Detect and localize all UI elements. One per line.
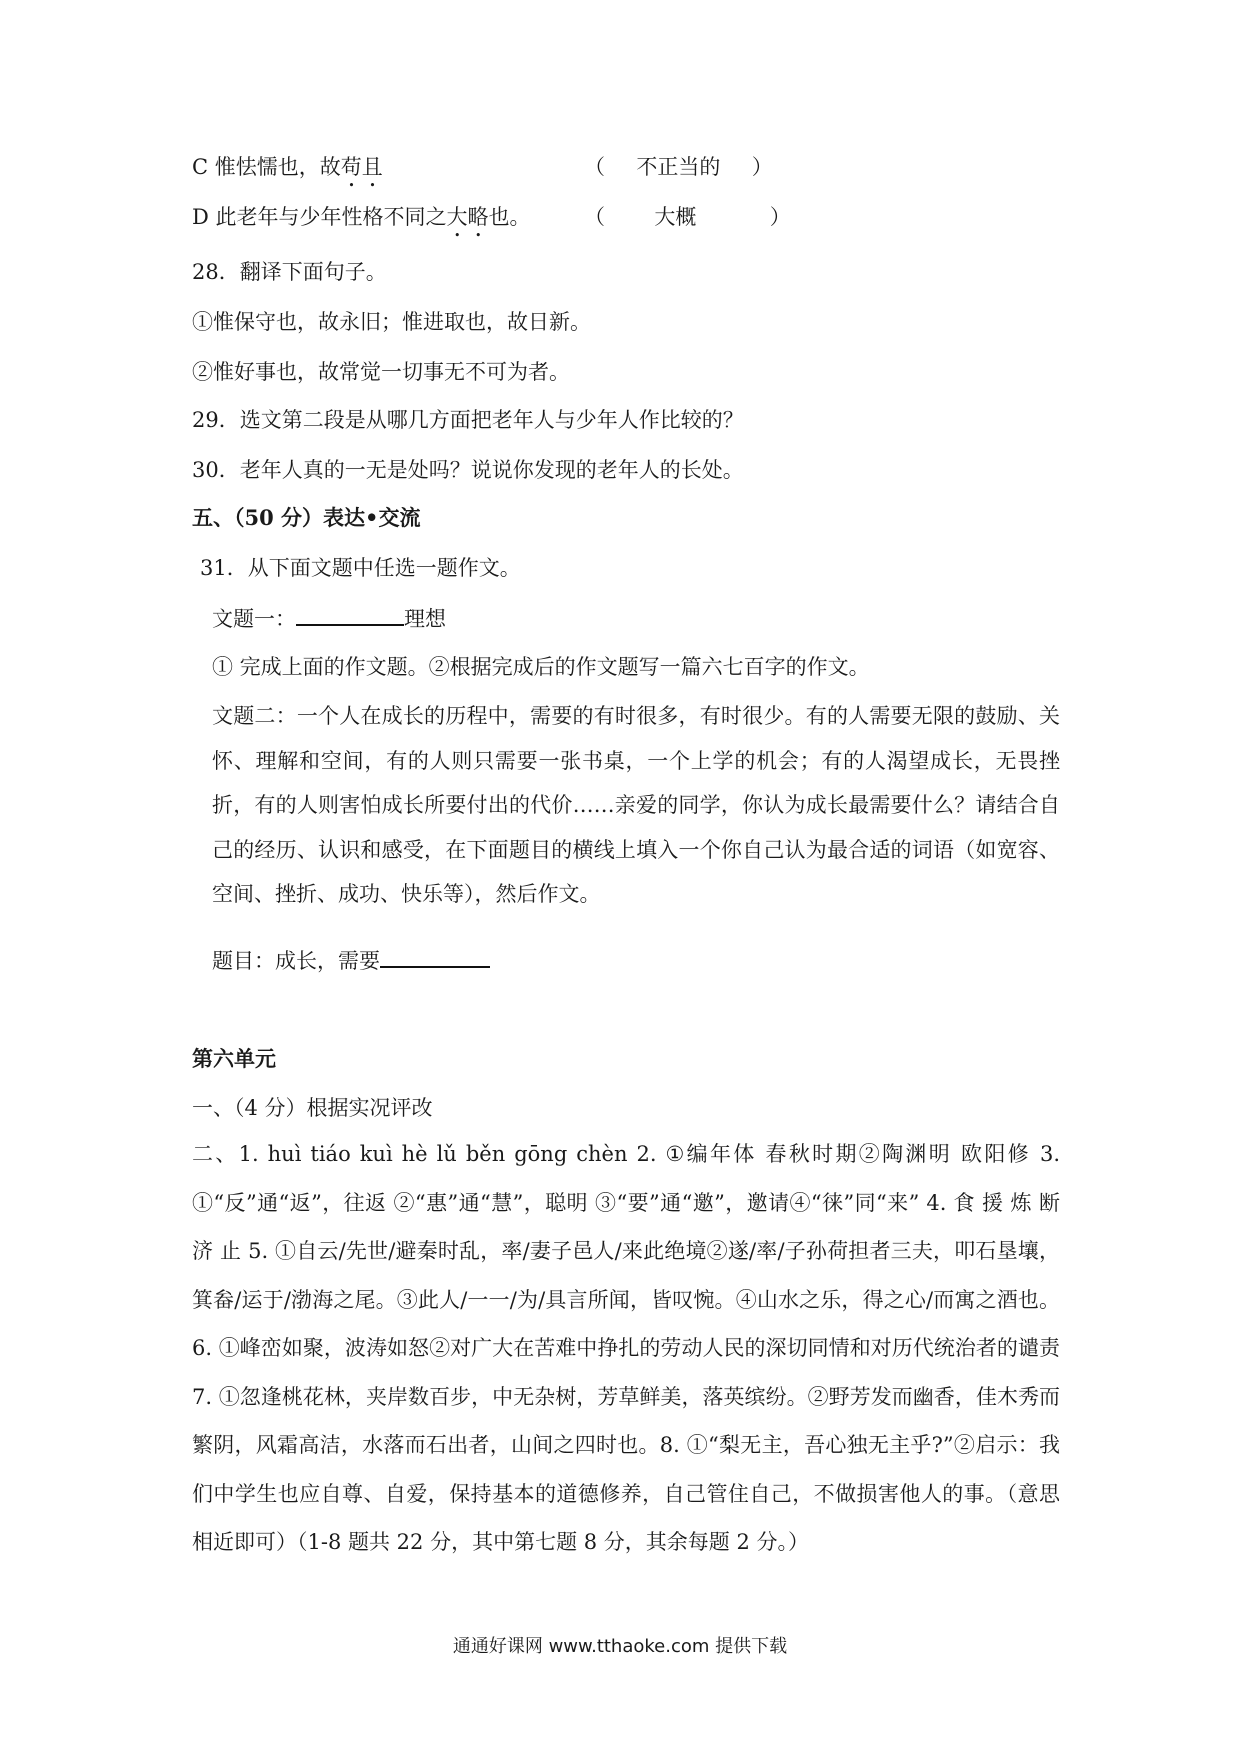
option-c-answer: [584, 152, 773, 182]
question-30: 30．老年人真的一无是处吗？说说你发现的老年人的长处。: [192, 458, 744, 482]
topic-1-label: 文题一：: [212, 607, 296, 631]
section-5-heading: 五、（50 分）表达•交流: [192, 505, 421, 530]
topic-1-requirement: ① 完成上面的作文题。②根据完成后的作文题写一篇六七百字的作文。: [212, 655, 870, 679]
answer-section-1: 一、（4 分）根据实况评改: [192, 1096, 433, 1120]
option-c: [192, 152, 383, 192]
paren-close: ）: [751, 155, 773, 179]
essay-title-blank: [380, 944, 490, 968]
topic-2-paragraph: 文题二：一个人在成长的历程中，需要的有时很多，有时很少。有的人需要无限的鼓励、关怀、理解和空间，有的人则只需要一张书桌，一个上学的机会；有的人渴望成长，无畏挫折，有的人则害怕成长所要付出的代价……亲爱的同学，你认为成长最需要什么？请结合自己的经历、认识和感受，在下面题目的横线上填入一个你自己认为最合适的词语（如宽容、空间、挫折、成功、快乐等），然后作文。: [212, 704, 1060, 906]
essay-title-line: [212, 944, 490, 976]
option-d-text: D 此老年与少年性格不同之: [192, 205, 447, 229]
option-c-answer-text: 不正当的: [636, 155, 721, 179]
essay-title-label: 题目：成长，需要: [212, 949, 380, 973]
topic-1-blank: [296, 602, 404, 626]
question-28: 28．翻译下面句子。: [192, 260, 387, 284]
question-31: 31．从下面文题中任选一题作文。: [200, 556, 521, 580]
question-29: 29．选文第二段是从哪几方面把老年人与少年人作比较的？: [192, 408, 744, 432]
footer-text: 通通好课网 www.tthaoke.com 提供下载: [452, 1636, 788, 1657]
option-c-dotted-word: 苟且: [340, 155, 383, 179]
option-d-answer-text: 大概: [654, 205, 697, 229]
unit-6-heading: 第六单元: [192, 1046, 276, 1071]
topic-1: [212, 602, 446, 634]
option-d-dotted-word: 大略: [446, 205, 489, 229]
paren-open: （: [584, 205, 605, 229]
topic-1-suffix: 理想: [404, 607, 446, 631]
answer-section-2: 二、1. huì tiáo kuì hè lǔ běn gōng chèn 2. ①编年体 春秋时期②陶渊明 欧阳修 3. ①“反”通“返”，往返 ②“惠”通“慧”，聪明 ③“要”通“邀”，邀请④“徕”同“来” 4. 食 援 炼 断 济 止 5. ①自云/先世/避秦时乱，率/妻子邑人/来此绝境②遂/率/子孙荷担者三夫，叩石垦壤，箕畚/运于/渤海之尾。③此人/一一/为/具言所闻，皆叹惋。④山水之乐，得之心/而寓之酒也。6. ①峰峦如聚，波涛如怒②对广大在苦难中挣扎的劳动人民的深切同情和对历代统治者的谴责 7. ①忽逢桃花林，夹岸数百步，中无杂树，芳草鲜美，落英缤纷。②野芳发而幽香，佳木秀而繁阴，风霜高洁，水落而石出者，山间之四时也。8. ①“梨无主，吾心独无主乎?”②启示：我们中学生也应自尊、自爱，保持基本的道德修养，自己管住自己，不做损害他人的事。（意思相近即可）（1-8 题共 22 分，其中第七题 8 分，其余每题 2 分。）: [192, 1142, 1060, 1554]
option-c-text: C 惟怯懦也，故: [192, 155, 341, 179]
option-d: [192, 202, 531, 242]
option-d-answer: [584, 202, 791, 232]
paren-open: （: [584, 155, 605, 179]
question-28-sentence-2: ②惟好事也，故常觉一切事无不可为者。: [192, 360, 570, 384]
option-d-tail: 也。: [488, 205, 531, 229]
question-28-sentence-1: ①惟保守也，故永旧；惟进取也，故日新。: [192, 310, 591, 334]
paren-close: ）: [769, 205, 791, 229]
